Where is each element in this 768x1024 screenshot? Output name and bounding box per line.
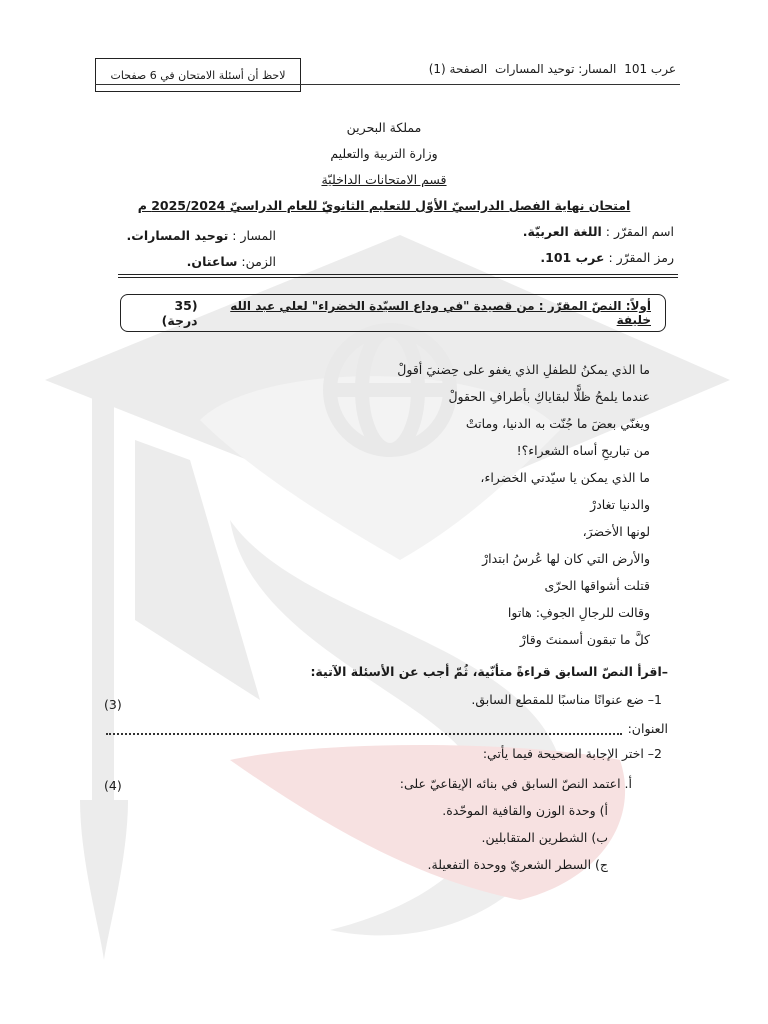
instructions: –اقرأ النصّ السابق قراءةً متأنّية، ثُمّ أجب عن الأسئلة الآتية:: [310, 664, 668, 679]
poem-line: قتلت أشواقها الحرّى: [544, 578, 650, 593]
option-a[interactable]: أ) وحدة الوزن والقافية الموحّدة.: [442, 803, 608, 818]
course-code-row: [540, 250, 674, 265]
track-row: [127, 228, 276, 243]
exam-title: امتحان نهاية الفصل الدراسيّ الأوّل للتعليم الثانويّ للعام الدراسيّ 2025/2024 م: [137, 198, 631, 213]
track-header: المسار: توحيد المسارات: [495, 62, 617, 76]
poem-line: كلَّ ما تبقون أسمنتَ وقارْ: [519, 632, 650, 647]
question-1-score: (3): [104, 697, 122, 712]
track-label: المسار :: [232, 228, 276, 243]
poem-line: وقالت للرجالِ الجوفِ: هاتوا: [507, 605, 650, 620]
track-value: توحيد المسارات.: [126, 228, 229, 243]
poem-line: من تباريحِ أساه الشعراء؟!: [516, 443, 650, 458]
course-name-row: [523, 224, 674, 239]
section-heading-box: [120, 294, 666, 332]
section-title: أولاً: النصّ المقرّر : من قصيدة "في وداع السيّدة الخضراء" لعلي عبد الله خليفة: [230, 299, 651, 327]
poem-line: عندما يلمحُ ظلًّا لبقاياكِ بأطرافِ الحقولْ: [448, 389, 650, 404]
time-value: ساعتان.: [186, 254, 238, 269]
poem-line: والدنيا تغادرْ: [590, 497, 650, 512]
department-name: قسم الامتحانات الداخليّة: [321, 172, 447, 187]
poem-line: والأرض التي كان لها عُرسُ ابتدارْ: [482, 551, 650, 566]
meta-divider-bottom: [118, 277, 678, 278]
page-header: [395, 62, 676, 76]
time-row: [187, 254, 276, 269]
course-code-label: رمز المقرّر :: [608, 250, 674, 265]
course-name-label: اسم المقرّر :: [605, 224, 674, 239]
question-1: 1– ضع عنوانًا مناسبًا للمقطع السابق.: [471, 692, 662, 707]
poem-line: ما الذي يمكنُ للطفلِ الذي يغفو على حِضنيَ أقولْ: [397, 362, 650, 377]
option-c[interactable]: ج) السطر الشعريّ ووحدة التفعيلة.: [427, 857, 608, 872]
answer-dotted-line[interactable]: [106, 723, 622, 735]
section-score: (35 درجة): [161, 298, 198, 328]
header-divider: [95, 84, 680, 85]
pages-note-box: [95, 58, 301, 92]
title-answer-line[interactable]: [106, 721, 668, 736]
course-name-value: اللغة العربيّة.: [522, 224, 602, 239]
poem-line: لونها الأخضرَ،: [582, 524, 650, 539]
time-label: الزمن:: [241, 254, 276, 269]
page-number: الصفحة (1): [428, 62, 488, 76]
title-label: العنوان:: [627, 721, 668, 736]
ministry-name: وزارة التربية والتعليم: [330, 146, 438, 161]
question-2-score: (4): [104, 778, 122, 793]
kingdom-name: مملكة البحرين: [346, 120, 422, 135]
meta-divider-top: [118, 274, 678, 275]
poem-line: ما الذي يمكن يا سيّدتي الخضراء،: [480, 470, 650, 485]
question-2a: أ. اعتمد النصّ السابق في بنائه الإيقاعيّ على:: [399, 776, 632, 791]
pages-note: لاحظ أن أسئلة الامتحان في 6 صفحات: [110, 68, 286, 82]
poem-line: ويغنّي بعضَ ما جُنّت به الدنيا، وماتتْ: [465, 416, 650, 431]
course-code-value: عرب 101.: [540, 250, 605, 265]
question-2: 2– اختر الإجابة الصحيحة فيما يأتي:: [482, 746, 662, 761]
option-b[interactable]: ب) الشطرين المتقابلين.: [481, 830, 608, 845]
course-code-header: عرب 101: [624, 62, 676, 76]
